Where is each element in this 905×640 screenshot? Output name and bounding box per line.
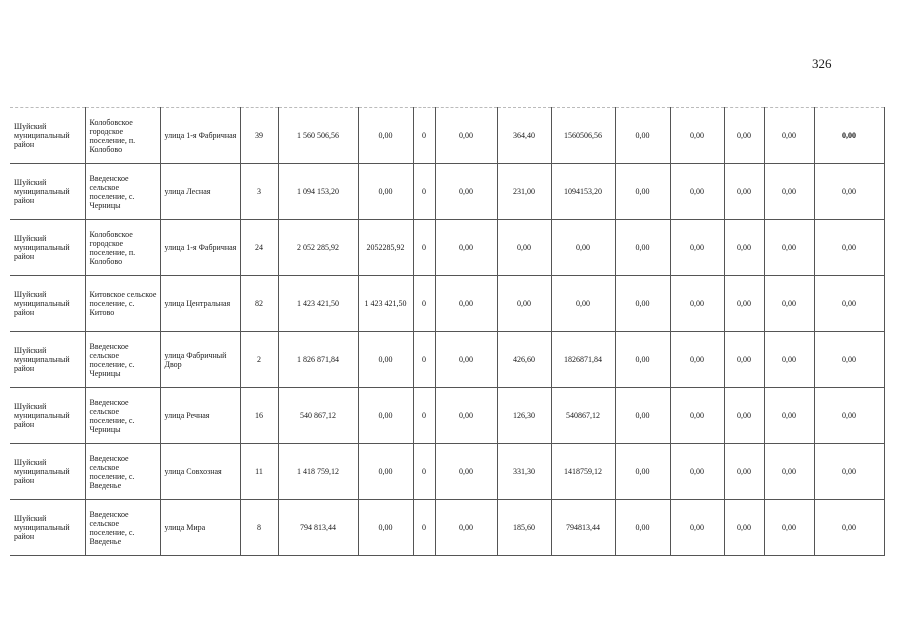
settlement-cell: Колобовское городское поселение, п. Колобово — [85, 108, 160, 164]
table-row — [10, 444, 884, 500]
value-cell: 0,00 — [764, 220, 814, 276]
value-cell: 1418759,12 — [551, 444, 615, 500]
value-cell: 0,00 — [814, 444, 884, 500]
value-cell: 0,00 — [814, 164, 884, 220]
settlement-cell: Введенское сельское поселение, с. Введенье — [85, 500, 160, 556]
value-cell: 0,00 — [724, 388, 764, 444]
value-cell: 185,60 — [497, 500, 551, 556]
street-cell: улица Совхозная — [160, 444, 240, 500]
value-cell: 0,00 — [764, 108, 814, 164]
value-cell: 0,00 — [724, 164, 764, 220]
value-cell: 0,00 — [814, 500, 884, 556]
value-cell: 540 867,12 — [278, 388, 358, 444]
value-cell: 8 — [240, 500, 278, 556]
value-cell: 0,00 — [615, 332, 670, 388]
value-cell: 0,00 — [764, 388, 814, 444]
value-cell: 0,00 — [670, 388, 724, 444]
value-cell: 0,00 — [435, 164, 497, 220]
value-cell: 0,00 — [814, 332, 884, 388]
value-cell: 231,00 — [497, 164, 551, 220]
street-cell: улица Речная — [160, 388, 240, 444]
value-cell: 794813,44 — [551, 500, 615, 556]
value-cell: 3 — [240, 164, 278, 220]
value-cell: 0,00 — [358, 108, 413, 164]
district-cell: Шуйский муниципальный район — [10, 108, 85, 164]
value-cell: 0,00 — [497, 220, 551, 276]
value-cell: 0,00 — [358, 164, 413, 220]
district-cell: Шуйский муниципальный район — [10, 164, 85, 220]
settlement-cell: Введенское сельское поселение, с. Черницы — [85, 164, 160, 220]
value-cell: 0,00 — [724, 500, 764, 556]
table-row — [10, 220, 884, 276]
value-cell: 1 423 421,50 — [358, 276, 413, 332]
value-cell: 0,00 — [358, 444, 413, 500]
value-cell: 1 560 506,56 — [278, 108, 358, 164]
value-cell: 0,00 — [615, 444, 670, 500]
value-cell: 794 813,44 — [278, 500, 358, 556]
value-cell: 11 — [240, 444, 278, 500]
settlement-cell: Введенское сельское поселение, с. Черницы — [85, 388, 160, 444]
value-cell: 1 423 421,50 — [278, 276, 358, 332]
value-cell: 0,00 — [724, 220, 764, 276]
value-cell: 0 — [413, 444, 435, 500]
value-cell: 0,00 — [435, 220, 497, 276]
value-cell: 0 — [413, 108, 435, 164]
value-cell: 0,00 — [435, 388, 497, 444]
value-cell: 0,00 — [724, 108, 764, 164]
table-row — [10, 388, 884, 444]
value-cell: 0,00 — [764, 444, 814, 500]
value-cell: 0,00 — [435, 108, 497, 164]
value-cell: 1 418 759,12 — [278, 444, 358, 500]
table-row — [10, 108, 884, 164]
value-cell: 2052285,92 — [358, 220, 413, 276]
value-cell: 16 — [240, 388, 278, 444]
settlement-cell: Введенское сельское поселение, с. Черницы — [85, 332, 160, 388]
value-cell: 0,00 — [435, 444, 497, 500]
settlement-cell: Китовское сельское поселение, с. Китово — [85, 276, 160, 332]
value-cell: 0,00 — [814, 220, 884, 276]
street-cell: улица 1-я Фабричная — [160, 108, 240, 164]
street-cell: улица Лесная — [160, 164, 240, 220]
value-cell: 0 — [413, 332, 435, 388]
value-cell: 0,00 — [435, 332, 497, 388]
street-cell: улица 1-я Фабричная — [160, 220, 240, 276]
value-cell: 0,00 — [435, 276, 497, 332]
value-cell: 0,00 — [551, 276, 615, 332]
value-cell: 0,00 — [814, 388, 884, 444]
value-cell: 0,00 — [764, 332, 814, 388]
value-cell: 1826871,84 — [551, 332, 615, 388]
value-cell: 0,00 — [358, 332, 413, 388]
value-cell: 331,30 — [497, 444, 551, 500]
value-cell: 0,00 — [615, 108, 670, 164]
table-row — [10, 164, 884, 220]
value-cell: 0 — [413, 500, 435, 556]
value-cell: 2 052 285,92 — [278, 220, 358, 276]
value-cell: 1560506,56 — [551, 108, 615, 164]
table-row — [10, 276, 884, 332]
value-cell: 0,00 — [615, 220, 670, 276]
value-cell: 1094153,20 — [551, 164, 615, 220]
street-cell: улица Мира — [160, 500, 240, 556]
value-cell: 0,00 — [670, 276, 724, 332]
value-cell: 0 — [413, 164, 435, 220]
district-cell: Шуйский муниципальный район — [10, 220, 85, 276]
value-cell: 0,00 — [764, 164, 814, 220]
value-cell: 0,00 — [670, 500, 724, 556]
value-cell: 540867,12 — [551, 388, 615, 444]
value-cell: 426,60 — [497, 332, 551, 388]
value-cell: 2 — [240, 332, 278, 388]
value-cell: 0,00 — [615, 500, 670, 556]
district-cell: Шуйский муниципальный район — [10, 332, 85, 388]
street-cell: улица Центральная — [160, 276, 240, 332]
district-cell: Шуйский муниципальный район — [10, 276, 85, 332]
district-cell: Шуйский муниципальный район — [10, 388, 85, 444]
value-cell: 0,00 — [358, 500, 413, 556]
table-row — [10, 332, 884, 388]
settlement-cell: Введенское сельское поселение, с. Введенье — [85, 444, 160, 500]
registry-table — [10, 107, 884, 556]
value-cell: 0,00 — [670, 164, 724, 220]
value-cell: 82 — [240, 276, 278, 332]
value-cell: 0 — [413, 220, 435, 276]
street-cell: улица Фабричный Двор — [160, 332, 240, 388]
value-cell: 0,00 — [551, 220, 615, 276]
value-cell: 0,00 — [615, 164, 670, 220]
value-cell: 0,00 — [497, 276, 551, 332]
value-cell: 0,00 — [670, 220, 724, 276]
page-number: 326 — [812, 56, 832, 71]
value-cell: 0,00 — [724, 332, 764, 388]
value-cell: 0,00 — [764, 500, 814, 556]
value-cell: 1 826 871,84 — [278, 332, 358, 388]
district-cell: Шуйский муниципальный район — [10, 500, 85, 556]
value-cell: 0,00 — [615, 388, 670, 444]
value-cell: 0,00 — [814, 108, 884, 164]
value-cell: 1 094 153,20 — [278, 164, 358, 220]
value-cell: 0,00 — [814, 276, 884, 332]
value-cell: 0,00 — [670, 444, 724, 500]
table-row — [10, 500, 884, 556]
value-cell: 0,00 — [724, 276, 764, 332]
value-cell: 24 — [240, 220, 278, 276]
value-cell: 0,00 — [358, 388, 413, 444]
value-cell: 0 — [413, 276, 435, 332]
value-cell: 0,00 — [724, 444, 764, 500]
value-cell: 0,00 — [435, 500, 497, 556]
value-cell: 0,00 — [670, 332, 724, 388]
district-cell: Шуйский муниципальный район — [10, 444, 85, 500]
value-cell: 0 — [413, 388, 435, 444]
value-cell: 0,00 — [764, 276, 814, 332]
value-cell: 39 — [240, 108, 278, 164]
value-cell: 364,40 — [497, 108, 551, 164]
value-cell: 0,00 — [670, 108, 724, 164]
value-cell: 0,00 — [615, 276, 670, 332]
value-cell: 126,30 — [497, 388, 551, 444]
settlement-cell: Колобовское городское поселение, п. Колобово — [85, 220, 160, 276]
